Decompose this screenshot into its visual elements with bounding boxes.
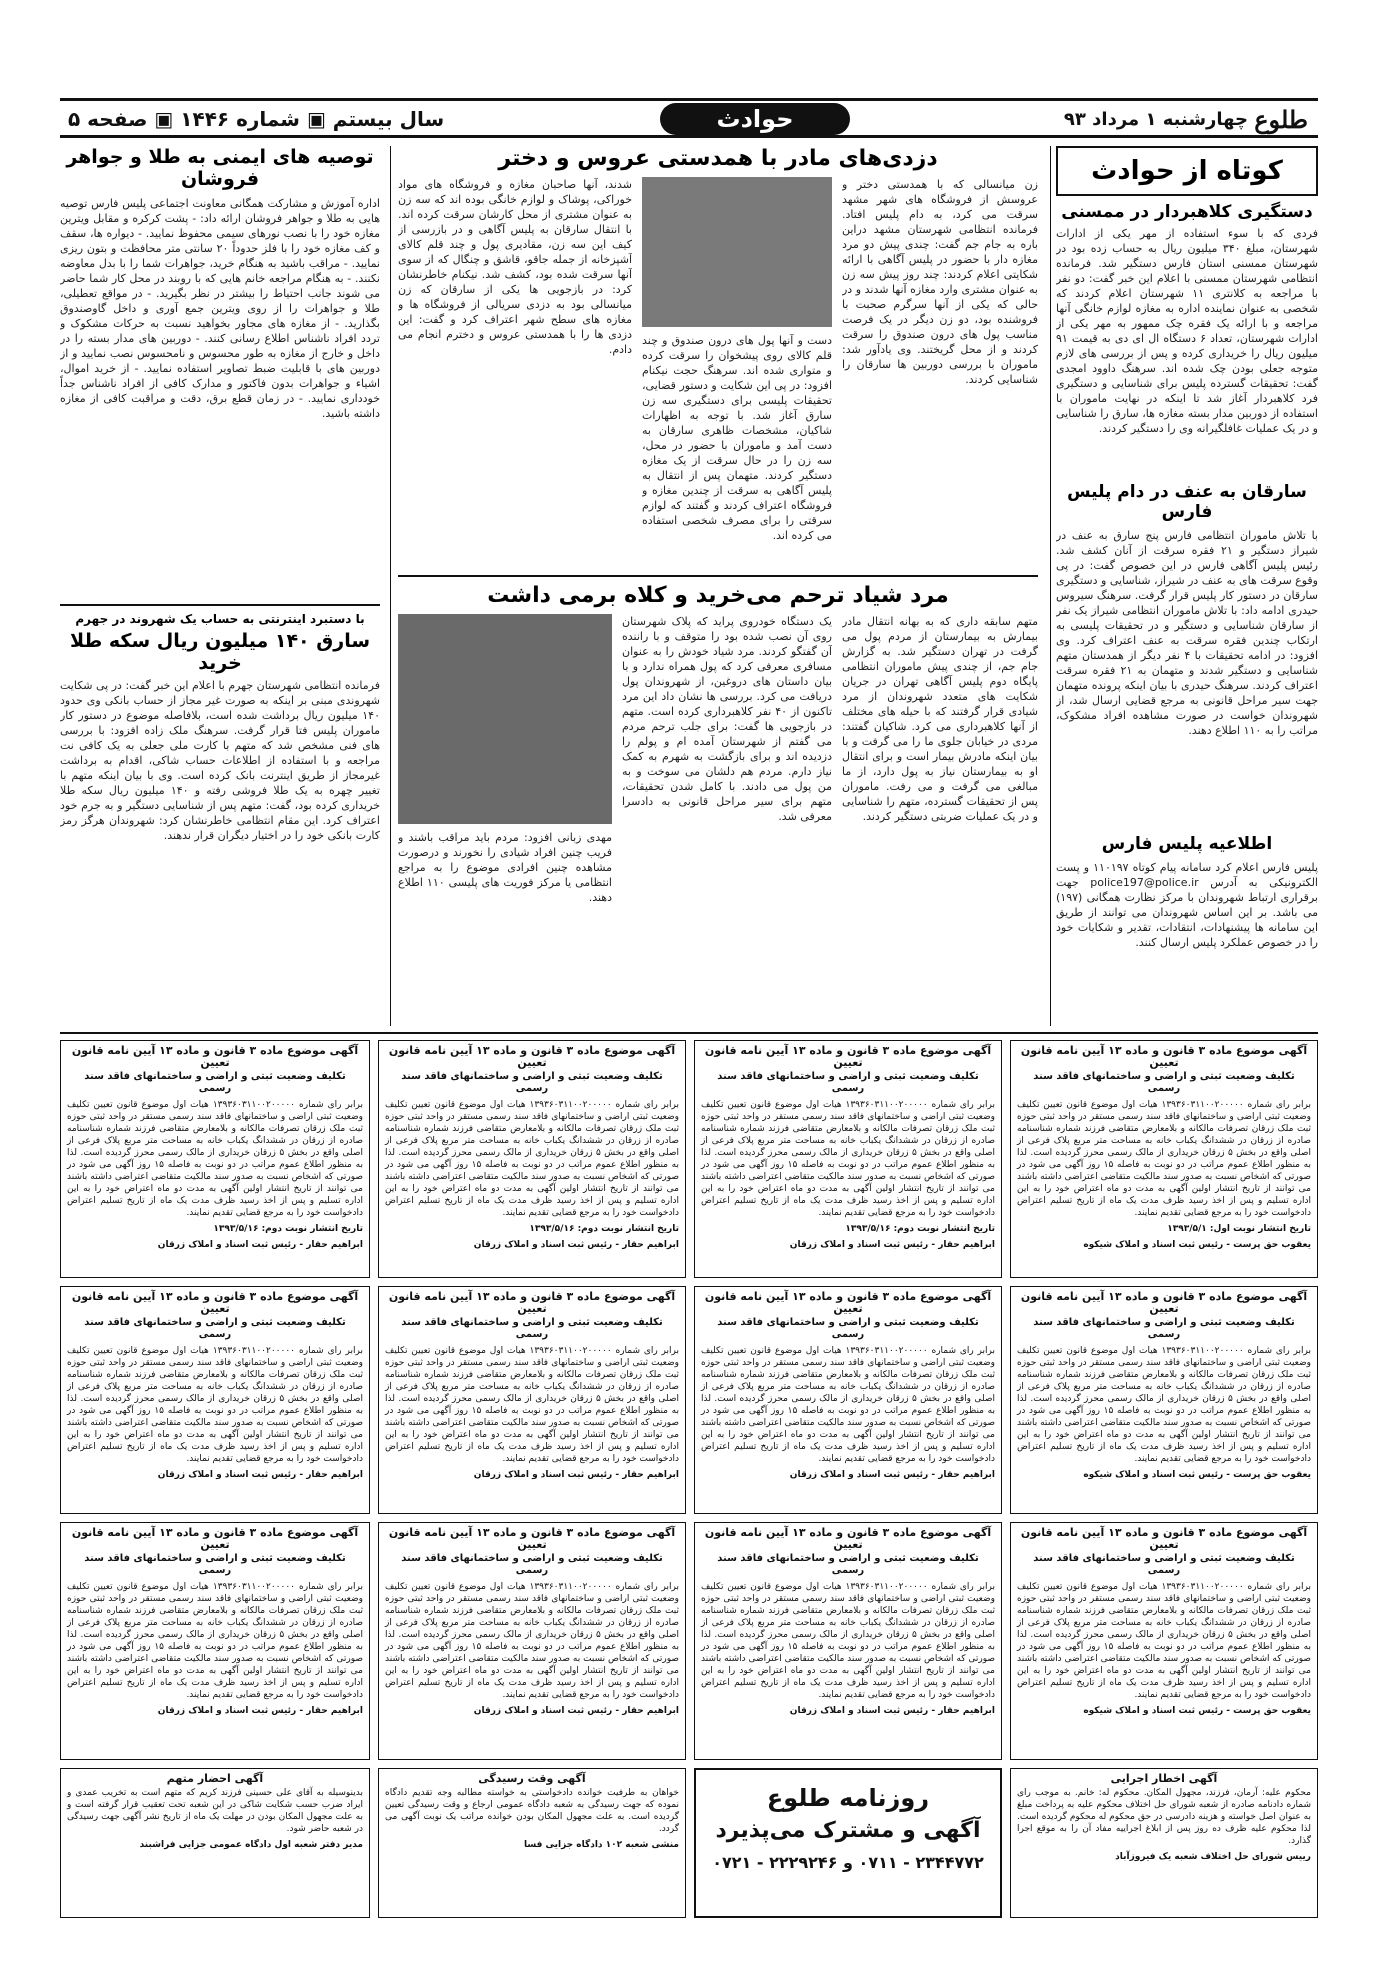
ad-subtitle: تکلیف وضعیت ثبتی و اراضی و ساختمانهای فاقد سند رسمی bbox=[1033, 1071, 1295, 1094]
ad-subtitle: تکلیف وضعیت ثبتی و اراضی و ساختمانهای فاقد سند رسمی bbox=[84, 1317, 346, 1340]
ad-body: برابر رای شماره ۱۳۹۳۶۰۳۱۱۰۰۲۰۰۰۰۰ هیات اول موضوع قانون تعیین تکلیف وضعیت ثبتی اراضی و ساختمانهای فاقد سند رسمی مستقر در واحد ثبتی حوزه ثبت ملک زرقان تصرفات مالکانه و بلامعارض متقاضی فرزند شماره شناسنامه صادره از زرقان در ششدانگ یکباب خانه به مساحت متر مربع پلاک فرعی از اصلی واقع در بخش ۵ زرقان خریداری از مالک رسمی محرز گردیده است. لذا به منظور اطلاع عموم مراتب در دو نوبت به فاصله ۱۵ روز آگهی می شود در صورتی که اشخاص نسبت به صدور سند مالکیت متقاضی اعتراضی داشته باشند می توانند از تاریخ انتشار اولین آگهی به مدت دو ماه اعتراض خود را به این اداره تسلیم و پس از اخذ رسید ظرف مدت یک ماه از تاریخ تسلیم اعتراض دادخواست خود را به مرجع قضایی تقدیم نمایند. bbox=[385, 1582, 679, 1700]
safety-title: توصیه های ایمنی به طلا و جواهر فروشان bbox=[66, 146, 374, 190]
theft-kicker: با دستبرد اینترنتی به حساب یک شهروند در جهرم bbox=[60, 604, 380, 626]
ad-signature: ابراهیم حقار - رئیس ثبت اسناد و املاک زرقان bbox=[789, 1706, 995, 1716]
legal-ad bbox=[694, 1522, 1002, 1760]
ad-title: آگهی موضوع ماده ۳ قانون و ماده ۱۳ آیین نامه قانون تعیین bbox=[704, 1290, 992, 1315]
legal-ad bbox=[60, 1522, 370, 1760]
legal-ad bbox=[60, 1040, 370, 1278]
ad-signature: ابراهیم حقار - رئیس ثبت اسناد و املاک زرقان bbox=[157, 1706, 363, 1716]
ad-title: آگهی موضوع ماده ۳ قانون و ماده ۱۳ آیین نامه قانون تعیین bbox=[71, 1290, 359, 1315]
suspect-photo bbox=[398, 614, 612, 824]
ad-title: آگهی موضوع ماده ۳ قانون و ماده ۱۳ آیین نامه قانون تعیین bbox=[704, 1044, 992, 1069]
short-news-text-2: با تلاش ماموران انتظامی فارس پنج سارق به عنف در شیراز دستگیر و ۲۱ فقره سرقت از آنان کشف شد. رئیس پلیس آگاهی فارس در این خصوص گفت: در پی وقوع سرقت های به عنف در شیراز، شناسایی و دستگیری سارقان در دستور کار پلیس قرار گرفت. سرهنگ سیروس حیدری ادامه داد: با تلاش ماموران انتظامی شیراز یک نفر از سارقان شناسایی و دستگیر و در تحقیقات پلیسی به ارتکاب چندین فقره سرقت به عنف اعتراف کرد. وی افزود: در ادامه تحقیقات با ۴ نفر دیگر از همدستان متهم شناسایی و دستگیر شدند و متهمان به ۲۱ فقره سرقت اعتراف کردند. سرهنگ حیدری با بیان اینکه پرونده متهمان جهت سیر مراحل قانونی به مرجع قضایی ارسال شد، از شهروندان خواست در صورت مشاهده افراد مشکوک، مراتب را به ۱۱۰ اطلاع دهند. bbox=[1056, 529, 1318, 737]
main-story-title: دزدی‌های مادر با همدستی عروس و دختر bbox=[498, 146, 938, 171]
ad-body: برابر رای شماره ۱۳۹۳۶۰۳۱۱۰۰۲۰۰۰۰۰ هیات اول موضوع قانون تعیین تکلیف وضعیت ثبتی اراضی و ساختمانهای فاقد سند رسمی مستقر در واحد ثبتی حوزه ثبت ملک زرقان تصرفات مالکانه و بلامعارض متقاضی فرزند شماره شناسنامه صادره از زرقان در ششدانگ یکباب خانه به مساحت متر مربع پلاک فرعی از اصلی واقع در بخش ۵ زرقان خریداری از مالک رسمی محرز گردیده است. لذا به منظور اطلاع عموم مراتب در دو نوبت به فاصله ۱۵ روز آگهی می شود در صورتی که اشخاص نسبت به صدور سند مالکیت متقاضی اعتراضی داشته باشند می توانند از تاریخ انتشار اولین آگهی به مدت دو ماه اعتراض خود را به این اداره تسلیم و پس از اخذ رسید ظرف مدت یک ماه از تاریخ تسلیم اعتراض دادخواست خود را به مرجع قضایی تقدیم نمایند. bbox=[1017, 1100, 1311, 1218]
tolou-phone: ۲۳۴۴۷۷۲ - ۰۷۱۱ و ۲۲۲۹۲۴۶ - ۰۷۲۱ bbox=[712, 1853, 984, 1872]
issue-date: چهارشنبه ۱ مرداد ۹۳ bbox=[1063, 109, 1248, 130]
short-news-column bbox=[1056, 146, 1318, 1026]
tolou-ad-box bbox=[694, 1768, 1002, 1918]
ad-signature: ابراهیم حقار - رئیس ثبت اسناد و املاک زرقان bbox=[157, 1240, 363, 1250]
safety-column bbox=[60, 146, 380, 1026]
ad-date-1: تاریخ انتشار نوبت اول: ۱۳۹۳/۵/۱ bbox=[1167, 1224, 1311, 1234]
legal-ad bbox=[1010, 1522, 1318, 1760]
ad-subtitle: تکلیف وضعیت ثبتی و اراضی و ساختمانهای فاقد سند رسمی bbox=[401, 1071, 663, 1094]
column-divider bbox=[1050, 146, 1051, 1026]
main-story-col-3: زن میانسالی که با همدستی دختر و عروسش از فروشگاه های شهر مشهد سرقت می کرد، به دام پلیس افتاد. فرمانده انتظامی شهرستان مشهد دراین باره به جام جم گفت: چندی پیش دو مرد مغازه دار با حضور در پلیس آگاهی با ارائه شکایتی اعلام کردند: چند روز پیش سه زن به عنوان مشتری وارد مغازه آنها شدند و در حالی که یکی از آنها سرگرم صحبت با فروشنده بود، دو زن دیگر در یک فرصت مناسب پول های درون صندوق را سرقت کردند و از محل گریختند. وی یادآور شد: ماموران با بررسی دوربین ها سارقان را شناسایی کردند. bbox=[842, 178, 1038, 386]
short-news-headline-3: اطلاعیه پلیس فارس bbox=[1101, 834, 1273, 854]
ad-subtitle: تکلیف وضعیت ثبتی و اراضی و ساختمانهای فاقد سند رسمی bbox=[84, 1071, 346, 1094]
legal-ad bbox=[694, 1040, 1002, 1278]
ad-subtitle: تکلیف وضعیت ثبتی و اراضی و ساختمانهای فاقد سند رسمی bbox=[1033, 1553, 1295, 1576]
ad-body: برابر رای شماره ۱۳۹۳۶۰۳۱۱۰۰۲۰۰۰۰۰ هیات اول موضوع قانون تعیین تکلیف وضعیت ثبتی اراضی و ساختمانهای فاقد سند رسمی مستقر در واحد ثبتی حوزه ثبت ملک زرقان تصرفات مالکانه و بلامعارض متقاضی فرزند شماره شناسنامه صادره از زرقان در ششدانگ یکباب خانه به مساحت متر مربع پلاک فرعی از اصلی واقع در بخش ۵ زرقان خریداری از مالک رسمی محرز گردیده است. لذا به منظور اطلاع عموم مراتب در دو نوبت به فاصله ۱۵ روز آگهی می شود در صورتی که اشخاص نسبت به صدور سند مالکیت متقاضی اعتراضی داشته باشند می توانند از تاریخ انتشار اولین آگهی به مدت دو ماه اعتراض خود را به این اداره تسلیم و پس از اخذ رسید ظرف مدت یک ماه از تاریخ تسلیم اعتراض دادخواست خود را به مرجع قضایی تقدیم نمایند. bbox=[701, 1100, 995, 1218]
legal-ad bbox=[694, 1286, 1002, 1514]
second-story-title: مرد شیاد ترحم می‌خرید و کلاه برمی داشت bbox=[487, 583, 949, 608]
ad-signature: یعقوب حق پرست - رئیس ثبت اسناد و املاک شیکوه bbox=[1083, 1470, 1311, 1480]
ads-area bbox=[60, 1040, 1318, 1920]
ad-body: برابر رای شماره ۱۳۹۳۶۰۳۱۱۰۰۲۰۰۰۰۰ هیات اول موضوع قانون تعیین تکلیف وضعیت ثبتی اراضی و ساختمانهای فاقد سند رسمی مستقر در واحد ثبتی حوزه ثبت ملک زرقان تصرفات مالکانه و بلامعارض متقاضی فرزند شماره شناسنامه صادره از زرقان در ششدانگ یکباب خانه به مساحت متر مربع پلاک فرعی از اصلی واقع در بخش ۵ زرقان خریداری از مالک رسمی محرز گردیده است. لذا به منظور اطلاع عموم مراتب در دو نوبت به فاصله ۱۵ روز آگهی می شود در صورتی که اشخاص نسبت به صدور سند مالکیت متقاضی اعتراضی داشته باشند می توانند از تاریخ انتشار اولین آگهی به مدت دو ماه اعتراض خود را به این اداره تسلیم و پس از اخذ رسید ظرف مدت یک ماه از تاریخ تسلیم اعتراض دادخواست خود را به مرجع قضایی تقدیم نمایند. bbox=[701, 1582, 995, 1700]
short-news-text-3: پلیس فارس اعلام کرد سامانه پیام کوتاه ۱۱۰۱۹۷ و پست الکترونیکی به آدرس police197@police.ir جهت برقراری ارتباط شهروندان با مرکز نظارت همگانی (۱۹۷) می باشد. بر این اساس شهروندان می توانند از طریق این سامانه ها پیشنهادات، انتقادات، تقدیر و شکایات خود را در خصوص عملکرد پلیس ارسال کنند. bbox=[1056, 861, 1318, 949]
main-story-photo bbox=[642, 177, 832, 327]
ad-title: آگهی موضوع ماده ۳ قانون و ماده ۱۳ آیین نامه قانون تعیین bbox=[1020, 1290, 1308, 1315]
second-story bbox=[398, 575, 1038, 1025]
ad-date-2: تاریخ انتشار نوبت دوم: ۱۳۹۳/۵/۱۶ bbox=[213, 1224, 363, 1234]
main-story-col-1: شدند، آنها صاحبان مغازه و فروشگاه های مواد خوراکی، پوشاک و لوازم خانگی بوده اند که سه زن به عنوان مشتری از محل کارشان سرقت کرده اند. با انتقال سارقان به پلیس آگاهی و در بازرسی از کیف این سه زن، مقادیری پول و چند قلم کالای آشپزخانه از جمله جاقو، قاشق و چنگال که از سوی آنها سرقت شده بود، کشف شد. نیکنام خاطرنشان کرد: در بازجویی ها یکی از سارقان که زن میانسالی بود به دزدی سریالی از فروشگاه ها و مغازه های سطح شهر اعتراف کرد و گفت: این دزدی ها را با همدستی عروس و دخترم انجام می دادم. bbox=[398, 178, 632, 356]
ad-body: برابر رای شماره ۱۳۹۳۶۰۳۱۱۰۰۲۰۰۰۰۰ هیات اول موضوع قانون تعیین تکلیف وضعیت ثبتی اراضی و ساختمانهای فاقد سند رسمی مستقر در واحد ثبتی حوزه ثبت ملک زرقان تصرفات مالکانه و بلامعارض متقاضی فرزند شماره شناسنامه صادره از زرقان در ششدانگ یکباب خانه به مساحت متر مربع پلاک فرعی از اصلی واقع در بخش ۵ زرقان خریداری از مالک رسمی محرز گردیده است. لذا به منظور اطلاع عموم مراتب در دو نوبت به فاصله ۱۵ روز آگهی می شود در صورتی که اشخاص نسبت به صدور سند مالکیت متقاضی اعتراضی داشته باشند می توانند از تاریخ انتشار اولین آگهی به مدت دو ماه اعتراض خود را به این اداره تسلیم و پس از اخذ رسید ظرف مدت یک ماه از تاریخ تسلیم اعتراض دادخواست خود را به مرجع قضایی تقدیم نمایند. bbox=[67, 1582, 363, 1700]
ad-signature: یعقوب حق پرست - رئیس ثبت اسناد و املاک شیکوه bbox=[1083, 1706, 1311, 1716]
section-title: حوادث bbox=[660, 103, 850, 135]
ad-signature: ابراهیم حقار - رئیس ثبت اسناد و املاک زرقان bbox=[157, 1470, 363, 1480]
summons-title: آگهی احضار متهم bbox=[166, 1772, 264, 1785]
ad-title: آگهی موضوع ماده ۳ قانون و ماده ۱۳ آیین نامه قانون تعیین bbox=[1020, 1526, 1308, 1551]
ad-body: برابر رای شماره ۱۳۹۳۶۰۳۱۱۰۰۲۰۰۰۰۰ هیات اول موضوع قانون تعیین تکلیف وضعیت ثبتی اراضی و ساختمانهای فاقد سند رسمی مستقر در واحد ثبتی حوزه ثبت ملک زرقان تصرفات مالکانه و بلامعارض متقاضی فرزند شماره شناسنامه صادره از زرقان در ششدانگ یکباب خانه به مساحت متر مربع پلاک فرعی از اصلی واقع در بخش ۵ زرقان خریداری از مالک رسمی محرز گردیده است. لذا به منظور اطلاع عموم مراتب در دو نوبت به فاصله ۱۵ روز آگهی می شود در صورتی که اشخاص نسبت به صدور سند مالکیت متقاضی اعتراضی داشته باشند می توانند از تاریخ انتشار اولین آگهی به مدت دو ماه اعتراض خود را به این اداره تسلیم و پس از اخذ رسید ظرف مدت یک ماه از تاریخ تسلیم اعتراض دادخواست خود را به مرجع قضایی تقدیم نمایند. bbox=[67, 1100, 363, 1218]
ad-title: آگهی موضوع ماده ۳ قانون و ماده ۱۳ آیین نامه قانون تعیین bbox=[704, 1526, 992, 1551]
masthead bbox=[60, 98, 1318, 138]
ad-signature: ابراهیم حقار - رئیس ثبت اسناد و املاک زرقان bbox=[789, 1470, 995, 1480]
ad-title: آگهی موضوع ماده ۳ قانون و ماده ۱۳ آیین نامه قانون تعیین bbox=[388, 1044, 676, 1069]
ad-body: برابر رای شماره ۱۳۹۳۶۰۳۱۱۰۰۲۰۰۰۰۰ هیات اول موضوع قانون تعیین تکلیف وضعیت ثبتی اراضی و ساختمانهای فاقد سند رسمی مستقر در واحد ثبتی حوزه ثبت ملک زرقان تصرفات مالکانه و بلامعارض متقاضی فرزند شماره شناسنامه صادره از زرقان در ششدانگ یکباب خانه به مساحت متر مربع پلاک فرعی از اصلی واقع در بخش ۵ زرقان خریداری از مالک رسمی محرز گردیده است. لذا به منظور اطلاع عموم مراتب در دو نوبت به فاصله ۱۵ روز آگهی می شود در صورتی که اشخاص نسبت به صدور سند مالکیت متقاضی اعتراضی داشته باشند می توانند از تاریخ انتشار اولین آگهی به مدت دو ماه اعتراض خود را به این اداره تسلیم و پس از اخذ رسید ظرف مدت یک ماه از تاریخ تسلیم اعتراض دادخواست خود را به مرجع قضایی تقدیم نمایند. bbox=[701, 1346, 995, 1464]
legal-ad bbox=[378, 1040, 686, 1278]
ad-subtitle: تکلیف وضعیت ثبتی و اراضی و ساختمانهای فاقد سند رسمی bbox=[717, 1553, 979, 1576]
legal-ad bbox=[378, 1286, 686, 1514]
legal-ad bbox=[1010, 1040, 1318, 1278]
summons-notice bbox=[60, 1768, 370, 1918]
ad-subtitle: تکلیف وضعیت ثبتی و اراضی و ساختمانهای فاقد سند رسمی bbox=[84, 1553, 346, 1576]
short-news-headline-2: سارقان به عنف در دام پلیس فارس bbox=[1067, 482, 1307, 522]
ad-title: آگهی موضوع ماده ۳ قانون و ماده ۱۳ آیین نامه قانون تعیین bbox=[388, 1290, 676, 1315]
second-story-col-2: متهم سابقه داری که به بهانه انتقال مادر بیمارش به بیمارستان از مردم پول می گرفت در تهران دستگیر شد. به گزارش جام جم، از چندی پیش ماموران انتظامی پایگاه دوم پلیس آگاهی تهران در جریان شکایت های متعدد شهروندان از مرد شیادی قرار گرفتند که با حیله های مختلف از آنها کلاهبرداری می کرد. شاکیان گفتند: مردی در خیابان جلوی ما را می گرفت و با بیان اینکه مادرش بیمار است و برای انتقال او به بیمارستان نیاز به پول دارد، از ما مبالغی می گرفت و می رفت. ماموران پس از تحقیقات گسترده، متهم را شناسایی و در یک عملیات ضربتی دستگیر کردند. bbox=[842, 615, 1038, 823]
ads-divider bbox=[60, 1032, 1318, 1034]
ad-title: آگهی موضوع ماده ۳ قانون و ماده ۱۳ آیین نامه قانون تعیین bbox=[1020, 1044, 1308, 1069]
legal-ad bbox=[60, 1286, 370, 1514]
ad-body: برابر رای شماره ۱۳۹۳۶۰۳۱۱۰۰۲۰۰۰۰۰ هیات اول موضوع قانون تعیین تکلیف وضعیت ثبتی اراضی و ساختمانهای فاقد سند رسمی مستقر در واحد ثبتی حوزه ثبت ملک زرقان تصرفات مالکانه و بلامعارض متقاضی فرزند شماره شناسنامه صادره از زرقان در ششدانگ یکباب خانه به مساحت متر مربع پلاک فرعی از اصلی واقع در بخش ۵ زرقان خریداری از مالک رسمی محرز گردیده است. لذا به منظور اطلاع عموم مراتب در دو نوبت به فاصله ۱۵ روز آگهی می شود در صورتی که اشخاص نسبت به صدور سند مالکیت متقاضی اعتراضی داشته باشند می توانند از تاریخ انتشار اولین آگهی به مدت دو ماه اعتراض خود را به این اداره تسلیم و پس از اخذ رسید ظرف مدت یک ماه از تاریخ تسلیم اعتراض دادخواست خود را به مرجع قضایی تقدیم نمایند. bbox=[67, 1346, 363, 1464]
ad-signature: ابراهیم حقار - رئیس ثبت اسناد و املاک زرقان bbox=[789, 1240, 995, 1250]
summons-body: بدینوسیله به آقای علی حسینی فرزند کریم که متهم است به تخریب عمدی و ایراد ضرب حسب شکایت شاکی در این شعبه تحت تعقیب قرار گرفته است و به علت مجهول المکان بودن در مهلت یک ماه از تاریخ نشر آگهی جهت رسیدگی در شعبه حاضر شود. bbox=[67, 1788, 363, 1834]
enforcement-signature: رییس شورای حل اختلاف شعبه یک فیروزآباد bbox=[1115, 1852, 1311, 1862]
ad-title: آگهی موضوع ماده ۳ قانون و ماده ۱۳ آیین نامه قانون تعیین bbox=[388, 1526, 676, 1551]
tolou-title: روزنامه طلوع bbox=[766, 1784, 930, 1812]
ad-title: آگهی موضوع ماده ۳ قانون و ماده ۱۳ آیین نامه قانون تعیین bbox=[71, 1526, 359, 1551]
ad-subtitle: تکلیف وضعیت ثبتی و اراضی و ساختمانهای فاقد سند رسمی bbox=[1033, 1317, 1295, 1340]
enforcement-notice bbox=[1010, 1768, 1318, 1918]
ad-signature: ابراهیم حقار - رئیس ثبت اسناد و املاک زرقان bbox=[473, 1706, 679, 1716]
ad-subtitle: تکلیف وضعیت ثبتی و اراضی و ساختمانهای فاقد سند رسمی bbox=[401, 1317, 663, 1340]
second-story-caption: مهدی زبانی افزود: مردم باید مراقب باشند و فریب چنین افراد شیادی را نخورند و درصورت مشاهده چنین افرادی موضوع را به مراجع انتظامی یا مرکز فوریت های پلیسی ۱۱۰ اطلاع دهند. bbox=[398, 831, 612, 904]
short-news-text-1: فردی که با سوء استفاده از مهر یکی از ادارات شهرستان، مبلغ ۳۴۰ میلیون ریال به حساب زده بود در شهرستان ممسنی استان فارس دستگیر شد. فرمانده انتظامی شهرستان ممسنی با اعلام این خبر گفت: دو نفر با مراجعه به کلانتری ۱۱ شهرستان اعلام کردند که شخصی به عنوان نماینده اداره به مغازه لوازم خانگی آنها مراجعه و با ارائه یک فقره چک ممهور به مهر یکی از ادارات شهرستان، تعداد ۶ دستگاه ال ای دی به قیمت ۹۱ میلیون ریال را خریداری کرده و پس از بررسی های لازم متوجه جعلی بودن چک شده اند. سرهنگ داوود امجدی گفت: تحقیقات گسترده پلیس برای شناسایی و دستگیری فرد کلاهبردار آغاز شد تا اینکه در نهایت ماموران با استفاده از دوربین مدار بسته مغازه ها، سارق را شناسایی و در یک عملیات غافلگیرانه وی را دستگیر کردند. bbox=[1056, 227, 1318, 435]
ad-body: برابر رای شماره ۱۳۹۳۶۰۳۱۱۰۰۲۰۰۰۰۰ هیات اول موضوع قانون تعیین تکلیف وضعیت ثبتی اراضی و ساختمانهای فاقد سند رسمی مستقر در واحد ثبتی حوزه ثبت ملک زرقان تصرفات مالکانه و بلامعارض متقاضی فرزند شماره شناسنامه صادره از زرقان در ششدانگ یکباب خانه به مساحت متر مربع پلاک فرعی از اصلی واقع در بخش ۵ زرقان خریداری از مالک رسمی محرز گردیده است. لذا به منظور اطلاع عموم مراتب در دو نوبت به فاصله ۱۵ روز آگهی می شود در صورتی که اشخاص نسبت به صدور سند مالکیت متقاضی اعتراضی داشته باشند می توانند از تاریخ انتشار اولین آگهی به مدت دو ماه اعتراض خود را به این اداره تسلیم و پس از اخذ رسید ظرف مدت یک ماه از تاریخ تسلیم اعتراض دادخواست خود را به مرجع قضایی تقدیم نمایند. bbox=[385, 1100, 679, 1218]
main-story-col-2: دست و آنها پول های درون صندوق و چند قلم کالای روی پیشخوان را سرقت کرده و متواری شده اند. سرهنگ حجت نیکنام افزود: در پی این شکایت و دستور قضایی، تحقیقات پلیسی برای دستگیری سه زن سارق آغاز شد. با توجه به اظهارات شاکیان، مشخصات ظاهری سارقان به دست آمد و ماموران با حضور در محل، سه زن را در حال سرقت از یک مغازه دستگیر کردند. متهمان پس از انتقال به پلیس آگاهی به سرقت از چندین مغازه و فروشگاه اعتراف کردند و گفتند که لوازم سرقتی را برای مصرف شخصی استفاده می کرده اند. bbox=[642, 334, 832, 542]
safety-text: اداره آموزش و مشارکت همگانی معاونت اجتماعی پلیس فارس توصیه هایی به طلا و جواهر فروشان ارائه داد: - پشت کرکره و مقابل ویترین مغازه خود را با نصب نورهای سیمی محفوظ نمایید. - دیواره ها، سقف و کف مغازه خود را با فلز حدوداً ۲۰ سانتی متر محافظت و بتون ریزی نمایید. - مراقب باشید به هنگام خرید، جواهرات شما را با بدل معاوضه نکنند. - به هنگام مراجعه خانم هایی که با روبند در محل کار شما حاضر می شوند جانب احتیاط را بیشتر در نظر بگیرید. - در مواقع تعطیلی، طلا و جواهرات را از روی ویترین جمع آوری و داخل گاوصندوق بگذارید. - از مغازه های مجاور بخواهید نسبت به حرکات مشکوک و تردد افراد ناشناس اطلاع رسانی کنند. - دوربین های مدار بسته را در داخل و خارج از مغازه به طور محسوس و نامحسوس نصب نمایید و از دوربین های با قابلیت ضبط تصاویر استفاده نمایید. - از خرید اموال، اشیاء و جواهرات بدون فاکتور و مدارک کافی از افراد ناشناس جداً خودداری نمایید. - در زمان قطع برق، دقت و مراقبت کافی از مغازه داشته باشید. bbox=[60, 197, 380, 420]
ad-signature: ابراهیم حقار - رئیس ثبت اسناد و املاک زرقان bbox=[473, 1240, 679, 1250]
short-news-title: کوتاه از حوادث bbox=[1056, 146, 1318, 196]
ad-body: برابر رای شماره ۱۳۹۳۶۰۳۱۱۰۰۲۰۰۰۰۰ هیات اول موضوع قانون تعیین تکلیف وضعیت ثبتی اراضی و ساختمانهای فاقد سند رسمی مستقر در واحد ثبتی حوزه ثبت ملک زرقان تصرفات مالکانه و بلامعارض متقاضی فرزند شماره شناسنامه صادره از زرقان در ششدانگ یکباب خانه به مساحت متر مربع پلاک فرعی از اصلی واقع در بخش ۵ زرقان خریداری از مالک رسمی محرز گردیده است. لذا به منظور اطلاع عموم مراتب در دو نوبت به فاصله ۱۵ روز آگهی می شود در صورتی که اشخاص نسبت به صدور سند مالکیت متقاضی اعتراضی داشته باشند می توانند از تاریخ انتشار اولین آگهی به مدت دو ماه اعتراض خود را به این اداره تسلیم و پس از اخذ رسید ظرف مدت یک ماه از تاریخ تسلیم اعتراض دادخواست خود را به مرجع قضایی تقدیم نمایند. bbox=[1017, 1582, 1311, 1700]
short-news-headline-1: دستگیری کلاهبردار در ممسنی bbox=[1061, 202, 1313, 222]
main-story bbox=[398, 146, 1038, 566]
ad-subtitle: تکلیف وضعیت ثبتی و اراضی و ساختمانهای فاقد سند رسمی bbox=[717, 1317, 979, 1340]
hearing-signature: منشی شعبه ۱۰۲ دادگاه جزایی فسا bbox=[523, 1840, 679, 1850]
ad-body: برابر رای شماره ۱۳۹۳۶۰۳۱۱۰۰۲۰۰۰۰۰ هیات اول موضوع قانون تعیین تکلیف وضعیت ثبتی اراضی و ساختمانهای فاقد سند رسمی مستقر در واحد ثبتی حوزه ثبت ملک زرقان تصرفات مالکانه و بلامعارض متقاضی فرزند شماره شناسنامه صادره از زرقان در ششدانگ یکباب خانه به مساحت متر مربع پلاک فرعی از اصلی واقع در بخش ۵ زرقان خریداری از مالک رسمی محرز گردیده است. لذا به منظور اطلاع عموم مراتب در دو نوبت به فاصله ۱۵ روز آگهی می شود در صورتی که اشخاص نسبت به صدور سند مالکیت متقاضی اعتراضی داشته باشند می توانند از تاریخ انتشار اولین آگهی به مدت دو ماه اعتراض خود را به این اداره تسلیم و پس از اخذ رسید ظرف مدت یک ماه از تاریخ تسلیم اعتراض دادخواست خود را به مرجع قضایی تقدیم نمایند. bbox=[1017, 1346, 1311, 1464]
hearing-notice bbox=[378, 1768, 686, 1918]
theft-headline: سارق ۱۴۰ میلیون ریال سکه طلا خرید bbox=[69, 630, 371, 674]
ad-date-2: تاریخ انتشار نوبت دوم: ۱۳۹۳/۵/۱۶ bbox=[845, 1224, 995, 1234]
enforcement-body: محکوم علیه: آرمان، فرزند، مجهول المکان. محکوم له: خانم. به موجب رای شماره دادنامه صادره از شعبه شورای حل اختلاف محکوم علیه به پرداخت مبلغ به عنوان اصل خواسته و هزینه دادرسی در حق محکوم له محکوم گردیده است. لذا محکوم علیه ظرف ده روز پس از ابلاغ اجراییه مفاد آن را به موقع اجرا گذارد. bbox=[1017, 1788, 1311, 1846]
ad-title: آگهی موضوع ماده ۳ قانون و ماده ۱۳ آیین نامه قانون تعیین bbox=[71, 1044, 359, 1069]
theft-text: فرمانده انتظامی شهرستان جهرم با اعلام این خبر گفت: در پی شکایت شهروندی مبنی بر اینکه به صورت غیر مجاز از حساب بانکی وی حدود ۱۴۰ میلیون ریال برداشت شده است، بلافاصله موضوع در دستور کار ماموران پلیس فتا قرار گرفت. سرهنگ ملک زاده افزود: با بررسی های فنی مشخص شد که متهم با کارت ملی جعلی به یک کافی نت مراجعه و با استفاده از اطلاعات حساب شاکی، اقدام به برداشت غیرمجاز از طریق اینترنت بانک کرده است. وی با بیان اینکه متهم با تغییر چهره به یک طلا فروشی رفته و ۱۴۰ میلیون ریال سکه طلا خریداری کرده بود، گفت: متهم پس از شناسایی دستگیر و به جرم خود اعتراف کرد. این مقام انتظامی خاطرنشان کرد: شهروندان هرگز رمز کارت بانکی خود را در اختیار دیگران قرار ندهند. bbox=[60, 679, 380, 842]
newspaper-logo: طلوع bbox=[1254, 105, 1308, 134]
ad-body: برابر رای شماره ۱۳۹۳۶۰۳۱۱۰۰۲۰۰۰۰۰ هیات اول موضوع قانون تعیین تکلیف وضعیت ثبتی اراضی و ساختمانهای فاقد سند رسمی مستقر در واحد ثبتی حوزه ثبت ملک زرقان تصرفات مالکانه و بلامعارض متقاضی فرزند شماره شناسنامه صادره از زرقان در ششدانگ یکباب خانه به مساحت متر مربع پلاک فرعی از اصلی واقع در بخش ۵ زرقان خریداری از مالک رسمی محرز گردیده است. لذا به منظور اطلاع عموم مراتب در دو نوبت به فاصله ۱۵ روز آگهی می شود در صورتی که اشخاص نسبت به صدور سند مالکیت متقاضی اعتراضی داشته باشند می توانند از تاریخ انتشار اولین آگهی به مدت دو ماه اعتراض خود را به این اداره تسلیم و پس از اخذ رسید ظرف مدت یک ماه از تاریخ تسلیم اعتراض دادخواست خود را به مرجع قضایی تقدیم نمایند. bbox=[385, 1346, 679, 1464]
tolou-subtitle: آگهی و مشترک می‌پذیرد bbox=[715, 1818, 981, 1843]
ad-signature: ابراهیم حقار - رئیس ثبت اسناد و املاک زرقان bbox=[473, 1470, 679, 1480]
hearing-body: خواهان به طرفیت خوانده دادخواستی به خواسته مطالبه وجه تقدیم دادگاه نموده که جهت رسیدگی به شعبه دادگاه عمومی ارجاع و وقت رسیدگی تعیین گردیده است. به علت مجهول المکان بودن خوانده مراتب یک نوبت آگهی می گردد. bbox=[385, 1788, 679, 1834]
hearing-title: آگهی وقت رسیدگی bbox=[478, 1772, 586, 1785]
legal-ad bbox=[378, 1522, 686, 1760]
ad-signature: یعقوب حق پرست - رئیس ثبت اسناد و املاک شیکوه bbox=[1083, 1240, 1311, 1250]
ad-subtitle: تکلیف وضعیت ثبتی و اراضی و ساختمانهای فاقد سند رسمی bbox=[717, 1071, 979, 1094]
second-story-col-1: یک دستگاه خودروی پراید که پلاک شهرستان روی آن نصب شده بود را متوقف و با راننده آن گفتگو کردند. مرد شیاد خودش را به عنوان مسافری معرفی کرد که پول همراه ندارد و با بیان داستان های دروغین، از شهروندان پول دریافت می کرد. بررسی ها نشان داد این مرد تاکنون از ۴۰ نفر کلاهبرداری کرده است. متهم در بازجویی ها گفت: برای جلب ترحم مردم می گفتم از شهرستان آمده ام و پولم را دزدیده اند و برای بازگشت به شهرم به کمک نیاز دارم. مردم هم دلشان می سوخت و به من پول می دادند. با کامل شدن تحقیقات، متهم برای سیر مراحل قانونی به دادسرا معرفی شد. bbox=[622, 615, 832, 823]
issue-number: سال بیستم ▣ شماره ۱۴۴۶ ▣ صفحه ۵ bbox=[68, 107, 445, 131]
summons-signature: مدیر دفتر شعبه اول دادگاه عمومی جزایی فراشبند bbox=[139, 1840, 363, 1850]
ad-subtitle: تکلیف وضعیت ثبتی و اراضی و ساختمانهای فاقد سند رسمی bbox=[401, 1553, 663, 1576]
ad-date-2: تاریخ انتشار نوبت دوم: ۱۳۹۳/۵/۱۶ bbox=[529, 1224, 679, 1234]
legal-ad bbox=[1010, 1286, 1318, 1514]
column-divider bbox=[390, 146, 391, 1026]
enforcement-title: آگهی اخطار اجرایی bbox=[1110, 1772, 1218, 1785]
